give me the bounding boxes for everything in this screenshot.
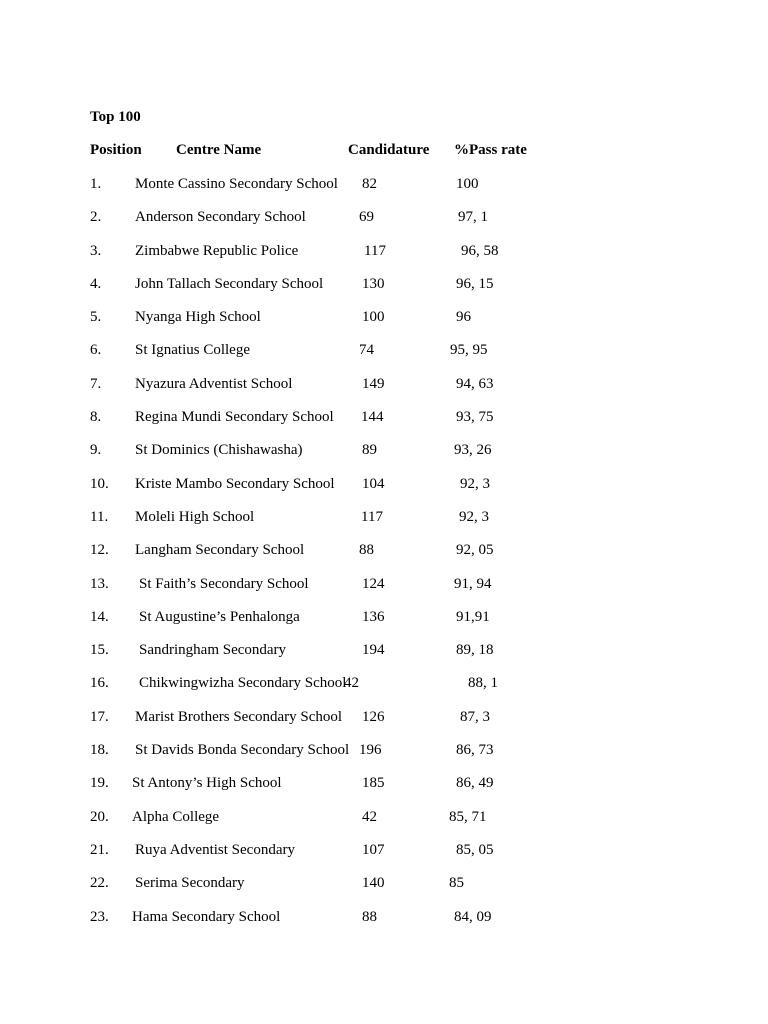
table-row [0,340,768,373]
row-candidature: 196 [359,742,382,759]
ranking-table [0,174,768,940]
row-candidature: 124 [362,575,385,592]
row-position: 11. [90,508,109,525]
row-pass-rate: 89, 18 [456,642,494,659]
row-candidature: 117 [361,508,383,525]
row-pass-rate: 96, 58 [461,242,499,259]
row-position: 7. [90,375,102,392]
row-pass-rate: 93, 75 [456,409,494,426]
row-position: 12. [90,542,109,559]
table-row [0,507,768,540]
row-centre-name: St Faith’s Secondary School [139,575,309,592]
row-position: 19. [90,775,109,792]
table-row [0,673,768,706]
row-pass-rate: 86, 49 [456,775,494,792]
row-pass-rate: 84, 09 [454,908,492,925]
table-row [0,174,768,207]
row-candidature: 82 [362,176,377,192]
row-candidature: 107 [362,841,385,858]
table-row [0,907,768,940]
row-pass-rate: 85, 05 [456,841,494,858]
header-position: Position [90,142,142,158]
row-centre-name: Langham Secondary School [135,542,305,559]
table-row [0,873,768,906]
row-pass-rate: 96 [456,309,471,326]
table-row [0,474,768,507]
row-pass-rate: 91,91 [456,608,490,625]
row-centre-name: St Ignatius College [135,342,250,359]
row-position: 15. [90,642,109,659]
row-centre-name: Sandringham Secondary [139,642,287,659]
row-candidature: 42 [344,675,359,692]
row-centre-name: Hama Secondary School [132,908,281,925]
row-centre-name: Nyanga High School [135,309,261,326]
row-position: 6. [90,342,102,359]
row-candidature: 88 [362,908,377,925]
row-candidature: 69 [359,209,374,226]
row-centre-name: St Antony’s High School [132,775,282,792]
table-row [0,740,768,773]
row-pass-rate: 96, 15 [456,275,494,292]
table-row [0,274,768,307]
row-position: 5. [90,309,102,326]
row-pass-rate: 100 [456,176,479,192]
row-pass-rate: 86, 73 [456,742,494,759]
row-pass-rate: 92, 05 [456,542,494,559]
row-pass-rate: 94, 63 [456,375,494,392]
row-pass-rate: 93, 26 [454,442,492,459]
row-centre-name: Alpha College [132,808,220,825]
row-candidature: 144 [361,409,384,426]
row-centre-name: Kriste Mambo Secondary School [135,475,335,492]
row-centre-name: St Davids Bonda Secondary School [135,742,350,759]
table-row [0,574,768,607]
row-position: 9. [90,442,102,459]
row-pass-rate: 91, 94 [454,575,492,592]
row-position: 1. [90,176,102,192]
row-centre-name: Zimbabwe Republic Police [135,242,299,259]
table-row [0,640,768,673]
row-pass-rate: 88, 1 [468,675,498,692]
row-candidature: 130 [362,275,385,292]
row-position: 22. [90,875,109,892]
row-position: 13. [90,575,109,592]
table-row [0,540,768,573]
row-centre-name: Chikwingwizha Secondary School [139,675,347,692]
row-centre-name: Regina Mundi Secondary School [135,409,334,426]
row-position: 18. [90,742,109,759]
row-pass-rate: 92, 3 [460,475,490,492]
row-position: 17. [90,708,109,725]
table-row [0,840,768,873]
row-position: 2. [90,209,102,226]
row-position: 8. [90,409,102,426]
row-centre-name: Anderson Secondary School [135,209,306,226]
row-candidature: 126 [362,708,385,725]
row-centre-name: Serima Secondary [135,875,245,892]
row-centre-name: Marist Brothers Secondary School [135,708,343,725]
row-candidature: 74 [359,342,374,359]
row-candidature: 140 [362,875,385,892]
row-candidature: 136 [362,608,385,625]
row-position: 14. [90,608,109,625]
table-row [0,773,768,806]
row-candidature: 88 [359,542,374,559]
header-centre-name: Centre Name [176,142,262,158]
row-centre-name: St Dominics (Chishawasha) [135,442,303,459]
row-position: 16. [90,675,109,692]
table-row [0,440,768,473]
row-centre-name: Ruya Adventist Secondary [135,841,295,858]
row-candidature: 117 [364,242,386,259]
table-row [0,707,768,740]
document-title: Top 100 [90,109,141,125]
table-row [0,807,768,840]
row-pass-rate: 92, 3 [459,508,489,525]
table-row [0,307,768,340]
table-row [0,374,768,407]
header-candidature: Candidature [348,142,430,158]
row-centre-name: Monte Cassino Secondary School [135,176,338,192]
table-row [0,207,768,240]
row-pass-rate: 95, 95 [450,342,488,359]
row-candidature: 149 [362,375,385,392]
row-position: 4. [90,275,102,292]
table-row [0,241,768,274]
row-candidature: 194 [362,642,385,659]
row-candidature: 104 [362,475,385,492]
row-centre-name: Moleli High School [135,508,255,525]
header-pass-rate: %Pass rate [454,142,527,158]
row-candidature: 100 [362,309,385,326]
table-row [0,407,768,440]
row-pass-rate: 85, 71 [449,808,487,825]
row-position: 10. [90,475,109,492]
row-candidature: 89 [362,442,377,459]
table-row [0,607,768,640]
row-position: 20. [90,808,109,825]
row-centre-name: St Augustine’s Penhalonga [139,608,300,625]
row-pass-rate: 87, 3 [460,708,490,725]
row-candidature: 42 [362,808,377,825]
row-pass-rate: 97, 1 [458,209,488,226]
row-position: 3. [90,242,102,259]
row-centre-name: John Tallach Secondary School [135,275,324,292]
row-position: 23. [90,908,109,925]
row-candidature: 185 [362,775,385,792]
row-pass-rate: 85 [449,875,464,892]
row-position: 21. [90,841,109,858]
row-centre-name: Nyazura Adventist School [135,375,293,392]
